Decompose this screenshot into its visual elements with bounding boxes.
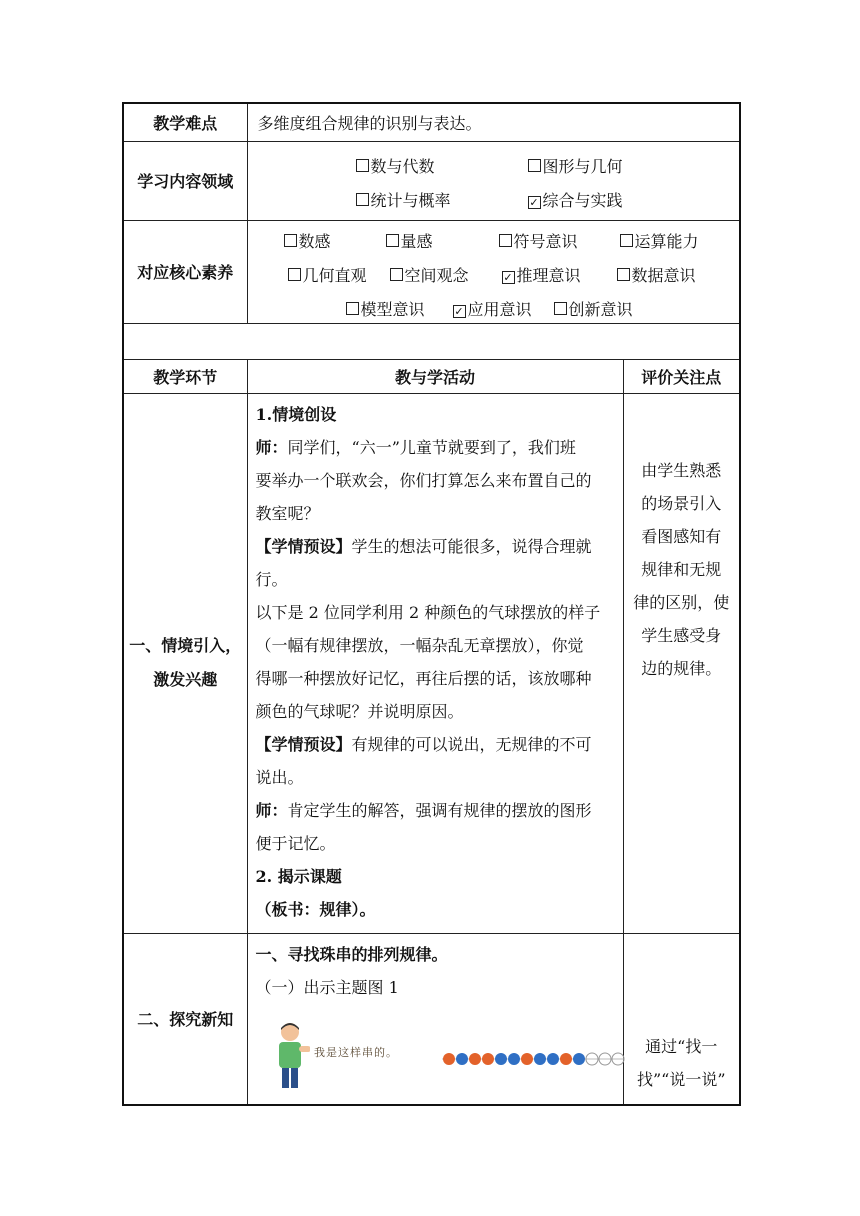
- stage2-line1: 一、寻找珠串的排列规律。: [255, 944, 448, 964]
- stage2-focus-line1: 通过“找一: [645, 1036, 718, 1056]
- bead-blue: [573, 1053, 585, 1065]
- domain-option-statistics[interactable]: 统计与概率: [356, 188, 451, 211]
- lesson-plan-table: [122, 102, 741, 1106]
- focus-line: 由学生熟悉: [641, 460, 722, 480]
- activity-line: [256, 398, 615, 431]
- activity-line-prefix: 【学情预设】: [255, 536, 352, 556]
- literacy-row: [123, 220, 740, 323]
- bead-blue: [508, 1053, 520, 1065]
- stage1-activity-text: [248, 394, 623, 926]
- difficulty-label: 教学难点: [123, 103, 247, 141]
- stage2-label: 二、探究新知: [123, 933, 247, 1105]
- stage1-focus: [623, 393, 740, 933]
- literacy-option-quantity-sense[interactable]: 量感: [386, 229, 433, 252]
- activity-line: [256, 695, 615, 728]
- focus-line: 规律和无规: [641, 559, 722, 579]
- checkbox-icon: [356, 193, 369, 206]
- bead-blue: [495, 1053, 507, 1065]
- bead-blue: [547, 1053, 559, 1065]
- activity-line: [256, 761, 615, 794]
- activity-line: [256, 629, 615, 662]
- bead-orange: [469, 1053, 481, 1065]
- stage2-line2: （一）出示主题图 1: [255, 977, 399, 997]
- checkbox-icon: [356, 159, 369, 172]
- header-stage: 教学环节: [123, 359, 247, 393]
- spacer-row: [123, 323, 740, 359]
- stage1-label: 一、情境引入， 激发兴趣: [123, 393, 247, 933]
- stage1-row: [123, 393, 740, 933]
- activity-line: [256, 431, 615, 464]
- domain-option-practice[interactable]: ✓ 综合与实践: [529, 190, 623, 210]
- activity-line-text: （板书：规律）。: [255, 899, 376, 919]
- activity-line: [256, 464, 615, 497]
- checkbox-icon: [284, 234, 297, 247]
- activity-line-text: 行。: [255, 569, 288, 589]
- activity-line-text: 颜色的气球呢？并说明原因。: [255, 701, 464, 721]
- activity-line: [256, 728, 615, 761]
- stage2-focus: [623, 933, 740, 1105]
- checkbox-icon: [288, 268, 301, 281]
- checked-checkbox-icon: ✓: [503, 270, 513, 284]
- checked-checkbox-icon: ✓: [529, 195, 539, 209]
- stage1-focus-text: [624, 454, 740, 685]
- activity-line-text: 1.情境创设: [255, 404, 337, 424]
- checkbox-icon: [620, 234, 633, 247]
- activity-line: [256, 860, 615, 893]
- bead-blue: [534, 1053, 546, 1065]
- difficulty-row: [123, 103, 740, 141]
- literacy-label: 对应核心素养: [123, 220, 247, 323]
- checkbox-icon: [528, 159, 541, 172]
- activity-line-text: 便于记忆。: [255, 833, 336, 853]
- literacy-option-spatial[interactable]: 空间观念: [390, 263, 469, 286]
- activity-line-text: 有规律的可以说出，无规律的不可: [351, 734, 592, 754]
- boy-illustration: [270, 1020, 310, 1092]
- activity-line-text: 肯定学生的解答，强调有规律的摆放的图形: [287, 800, 592, 820]
- stage2-focus-line2: 找”“说一说”: [636, 1069, 726, 1089]
- literacy-option-number-sense[interactable]: 数感: [284, 229, 331, 252]
- focus-line: 律的区别，使: [633, 592, 730, 612]
- activity-line-text: 得哪一种摆放好记忆，再往后摆的话，该放哪种: [255, 668, 592, 688]
- bead-blue: [456, 1053, 468, 1065]
- focus-line: 边的规律。: [641, 658, 722, 678]
- activity-line-text: 要举办一个联欢会，你们打算怎么来布置自己的: [255, 470, 592, 490]
- bead-string: [440, 1049, 626, 1069]
- domain-option-geometry[interactable]: 图形与几何: [528, 154, 623, 177]
- domain-row: [123, 141, 740, 220]
- header-focus: 评价关注点: [623, 359, 740, 393]
- activity-line-prefix: 师：: [255, 800, 288, 820]
- checkbox-icon: [617, 268, 630, 281]
- literacy-options: [247, 220, 740, 323]
- literacy-option-geometric-intuition[interactable]: 几何直观: [288, 263, 367, 286]
- activity-line-text: 教室呢？: [255, 503, 320, 523]
- checkbox-icon: [499, 234, 512, 247]
- activity-line: [256, 530, 615, 563]
- activity-line: [256, 794, 615, 827]
- domain-label: 学习内容领域: [123, 141, 247, 220]
- activity-line-text: 同学们，“六一”儿童节就要到了，我们班: [287, 437, 576, 457]
- stage2-row: [123, 933, 740, 1105]
- activity-line: [256, 827, 615, 860]
- bead-orange: [482, 1053, 494, 1065]
- literacy-option-application[interactable]: ✓ 应用意识: [454, 299, 532, 319]
- header-activity: 教与学活动: [247, 359, 623, 393]
- literacy-option-data[interactable]: 数据意识: [617, 263, 696, 286]
- speech-bubble: 我是这样串的。: [314, 1046, 398, 1059]
- column-header-row: [123, 359, 740, 393]
- difficulty-value: 多维度组合规律的识别与表达。: [247, 103, 740, 141]
- literacy-option-innovation[interactable]: 创新意识: [554, 297, 633, 320]
- activity-line-prefix: 【学情预设】: [255, 734, 352, 754]
- checkbox-icon: [554, 302, 567, 315]
- bead-orange: [521, 1053, 533, 1065]
- activity-line-text: （一幅有规律摆放，一幅杂乱无章摆放），你觉: [255, 635, 584, 655]
- domain-options: [247, 141, 740, 220]
- checkbox-icon: [386, 234, 399, 247]
- focus-line: 的场景引入: [641, 493, 722, 513]
- activity-line: [256, 497, 615, 530]
- activity-line: [256, 563, 615, 596]
- focus-line: 看图感知有: [641, 526, 722, 546]
- activity-line: [256, 662, 615, 695]
- literacy-option-reasoning[interactable]: ✓ 推理意识: [503, 265, 581, 285]
- bead-orange: [560, 1053, 572, 1065]
- literacy-option-symbol[interactable]: 符号意识: [499, 229, 578, 252]
- activity-line-prefix: 师：: [255, 437, 288, 457]
- checkbox-icon: [346, 302, 359, 315]
- activity-line-text: 说出。: [255, 767, 304, 787]
- bead-orange: [443, 1053, 455, 1065]
- activity-line-text: 2. 揭示课题: [255, 866, 342, 886]
- focus-line: 学生感受身: [641, 625, 722, 645]
- activity-line-text: 学生的想法可能很多，说得合理就: [351, 536, 592, 556]
- activity-line-text: 以下是 2 位同学利用 2 种颜色的气球摆放的样子: [255, 602, 601, 622]
- literacy-option-model[interactable]: 模型意识: [346, 297, 425, 320]
- domain-option-number-algebra[interactable]: 数与代数: [356, 154, 435, 177]
- checkbox-icon: [390, 268, 403, 281]
- stage1-activity: [247, 393, 623, 933]
- checked-checkbox-icon: ✓: [454, 304, 464, 318]
- activity-line: [256, 893, 615, 926]
- literacy-option-computation[interactable]: 运算能力: [620, 229, 699, 252]
- activity-line: [256, 596, 615, 629]
